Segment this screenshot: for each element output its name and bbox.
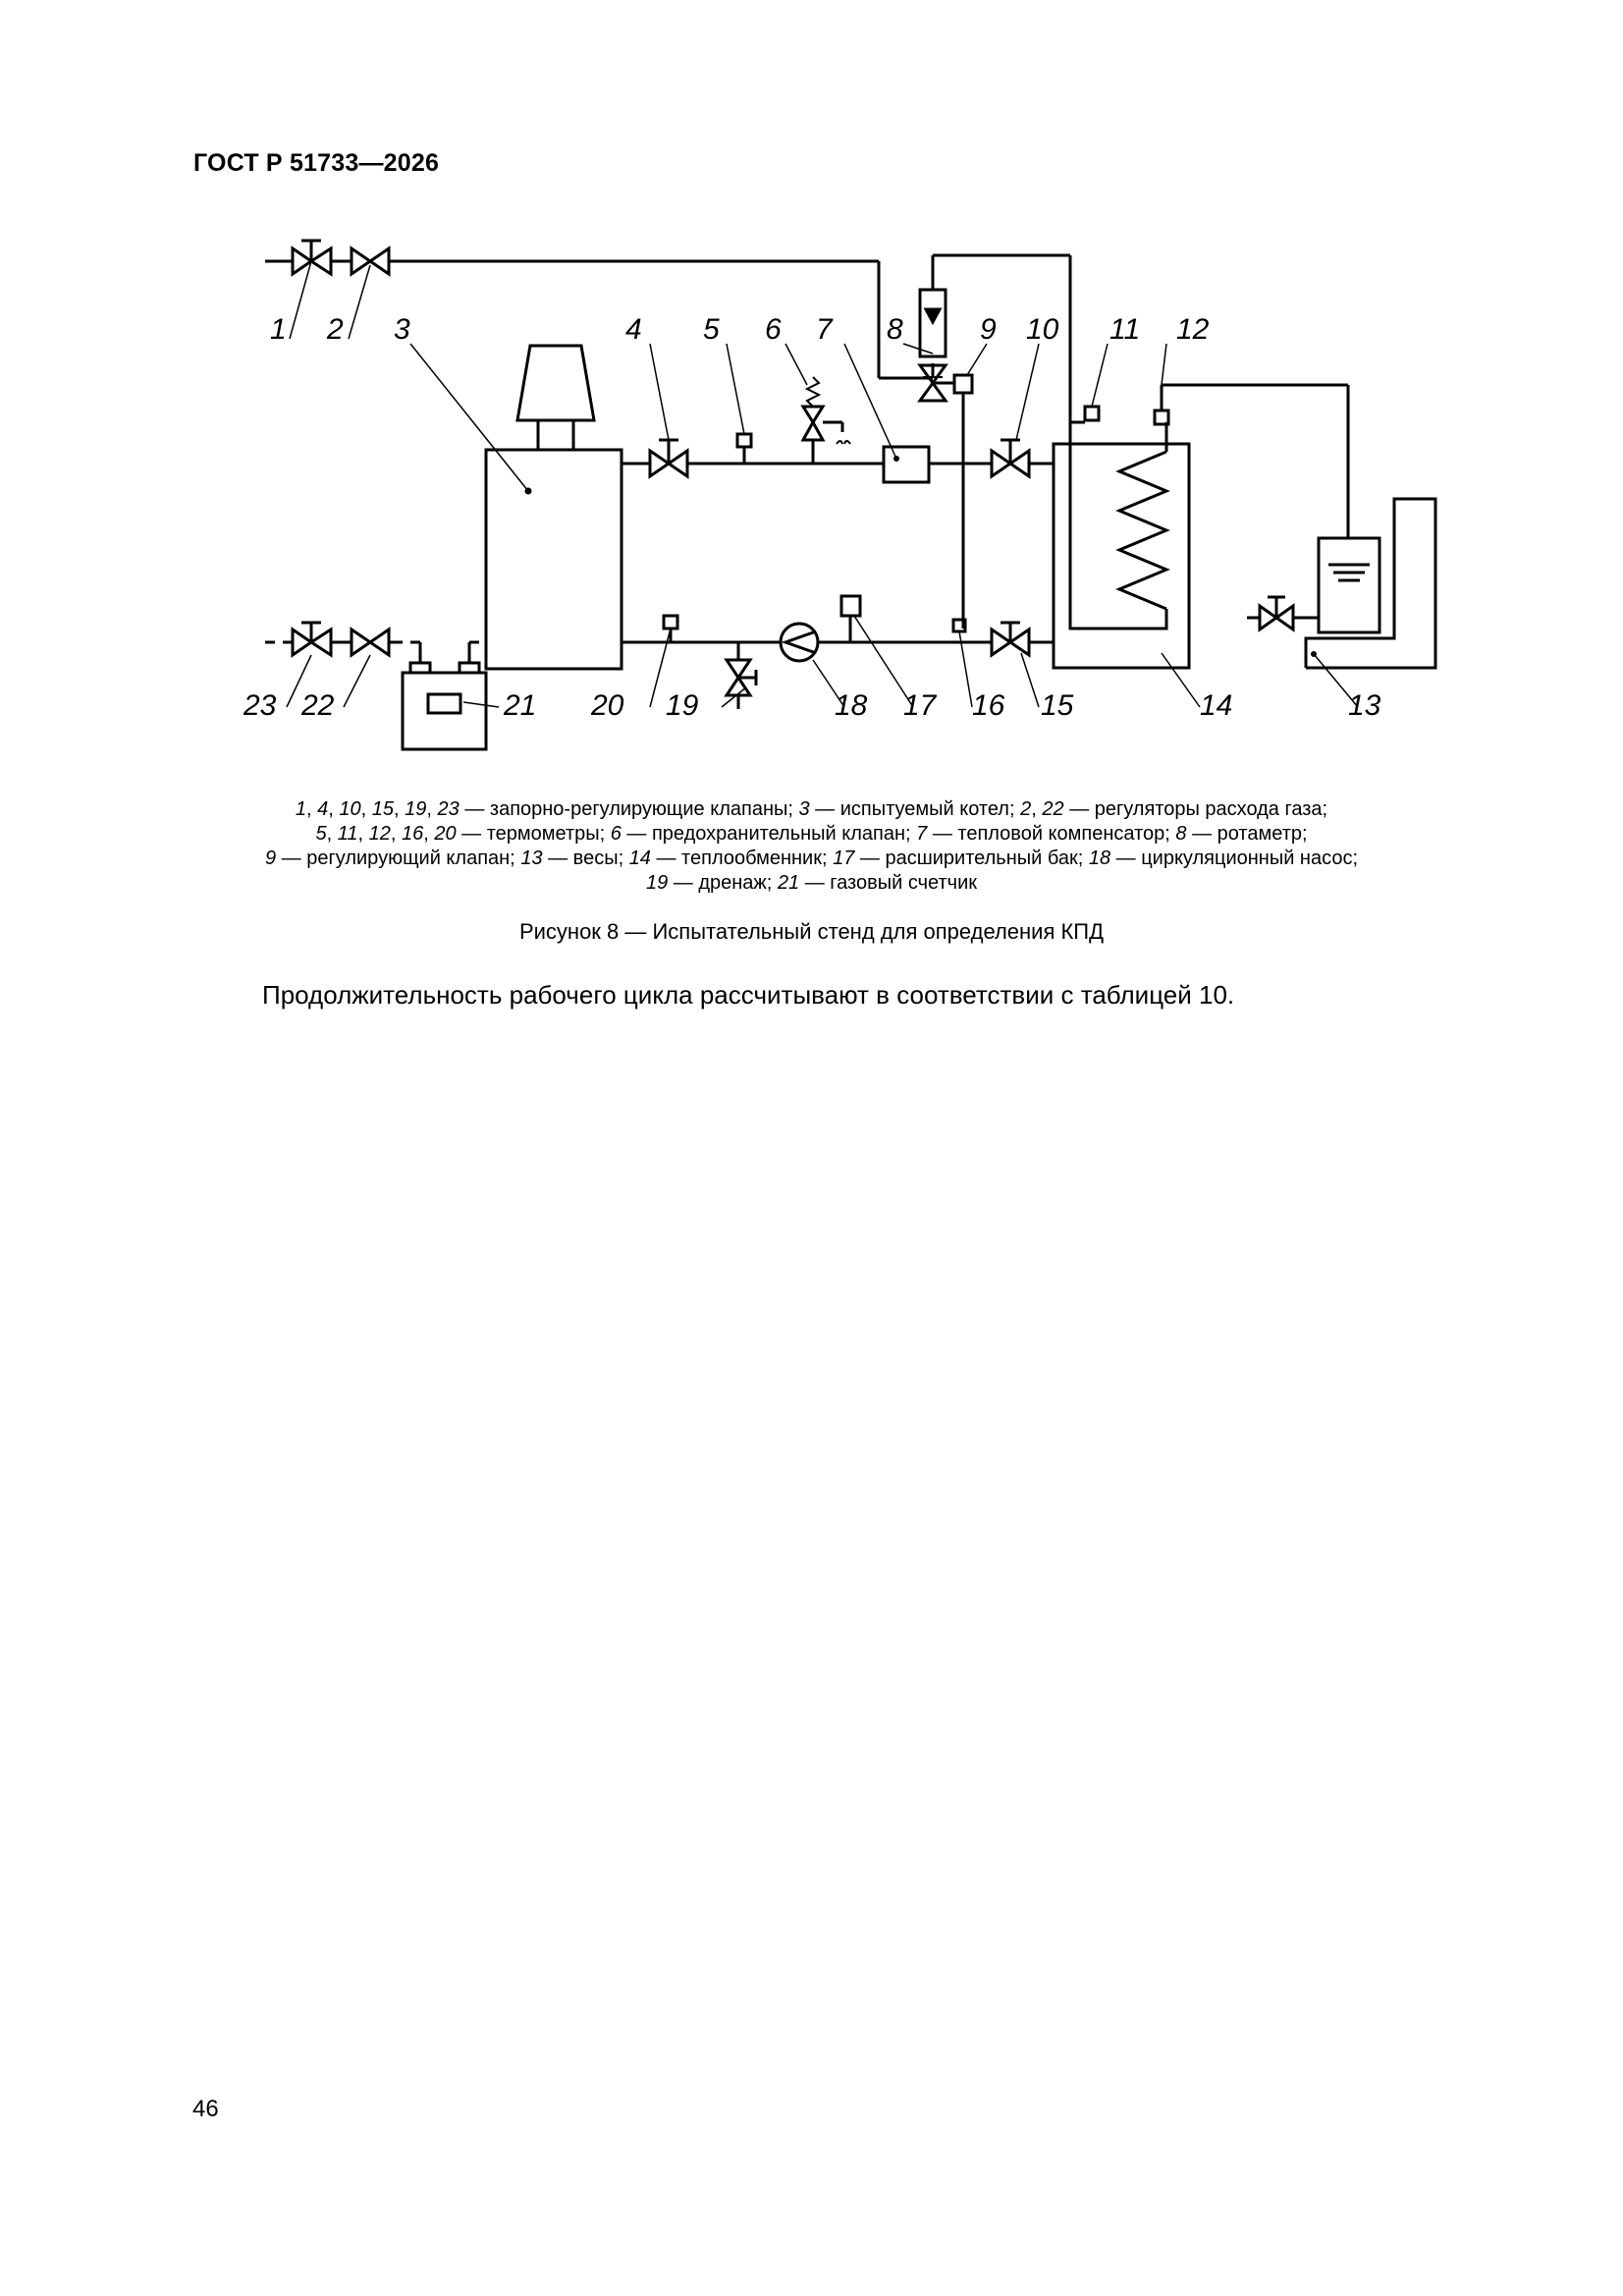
heat-exchanger-14-icon	[1054, 422, 1189, 668]
label-6: 6	[765, 313, 782, 346]
legend-text: ,	[426, 798, 438, 820]
legend-item-number: 2	[1020, 798, 1032, 820]
legend-item-number: 23	[437, 798, 460, 820]
label-20: 20	[591, 689, 624, 722]
label-19: 19	[666, 689, 699, 722]
legend-line	[196, 797, 1427, 822]
legend-item-number: 7	[916, 823, 928, 845]
legend-text: ,	[328, 798, 340, 820]
legend-text: ,	[423, 823, 435, 845]
gas-regulator-2-icon	[352, 248, 389, 274]
label-23: 23	[243, 689, 277, 722]
label-18: 18	[835, 689, 868, 722]
legend-item-number: 5	[315, 823, 327, 845]
safety-valve-6-icon	[803, 377, 850, 464]
valve-4-icon	[650, 440, 687, 476]
label-10: 10	[1026, 313, 1059, 346]
figure-legend	[196, 797, 1427, 896]
body-paragraph: Продолжительность рабочего цикла рассчитывают в соответствии с таблицей 10.	[262, 980, 1235, 1010]
legend-item-number: 21	[777, 872, 800, 894]
gas-regulator-22-icon	[352, 629, 389, 655]
legend-line	[196, 871, 1427, 896]
label-2: 2	[327, 313, 344, 346]
thermometer-5-icon	[737, 434, 751, 464]
valve-15-icon	[992, 623, 1029, 655]
legend-text: — весы;	[542, 847, 629, 869]
legend-line	[196, 822, 1427, 847]
label-14: 14	[1200, 689, 1233, 722]
label-1: 1	[270, 313, 287, 346]
legend-item-number: 19	[405, 798, 427, 820]
legend-item-number: 1	[295, 798, 307, 820]
legend-text: — регуляторы расхода газа;	[1063, 798, 1328, 820]
label-13: 13	[1348, 689, 1381, 722]
label-5: 5	[703, 313, 720, 346]
legend-text: — газовый счетчик	[799, 872, 978, 894]
gas-supply-line	[265, 261, 933, 378]
label-15: 15	[1041, 689, 1074, 722]
label-17: 17	[903, 689, 937, 722]
legend-text: ,	[390, 823, 402, 845]
figure-caption: Рисунок 8 — Испытательный стенд для определения КПД	[518, 919, 1105, 944]
scale-13-icon	[1247, 499, 1435, 668]
legend-text: ,	[306, 798, 318, 820]
legend-text: — предохранительный клапан;	[621, 823, 917, 845]
gas-meter-21-icon	[403, 663, 486, 749]
legend-text: — теплообменник;	[650, 847, 834, 869]
label-4: 4	[625, 313, 642, 346]
label-8: 8	[887, 313, 903, 346]
legend-text: — регулирующий клапан;	[276, 847, 521, 869]
legend-item-number: 8	[1175, 823, 1187, 845]
label-3: 3	[394, 313, 410, 346]
legend-text: ,	[357, 823, 369, 845]
legend-item-number: 4	[317, 798, 329, 820]
legend-line	[196, 847, 1427, 871]
legend-item-number: 11	[337, 823, 358, 845]
rotameter-8-icon	[920, 255, 1070, 629]
valve-10-icon	[992, 440, 1029, 476]
legend-text: — ротаметр;	[1186, 823, 1308, 845]
legend-text: — циркуляционный насос;	[1110, 847, 1359, 869]
legend-item-number: 22	[1042, 798, 1064, 820]
legend-text: ,	[394, 798, 406, 820]
control-valve-9-icon	[920, 365, 972, 629]
legend-item-number: 14	[628, 847, 651, 869]
boiler-3-icon	[486, 346, 622, 669]
label-21: 21	[504, 689, 537, 722]
legend-item-number: 9	[264, 847, 277, 869]
legend-text: — дренаж;	[668, 872, 778, 894]
legend-item-number: 3	[798, 798, 810, 820]
legend-text: ,	[1031, 798, 1043, 820]
legend-text: — термометры;	[456, 823, 611, 845]
legend-item-number: 20	[434, 823, 457, 845]
legend-item-number: 17	[833, 847, 855, 869]
heat-compensator-7-icon	[884, 447, 929, 482]
label-12: 12	[1176, 313, 1210, 346]
legend-text: — тепловой компенсатор;	[927, 823, 1176, 845]
legend-item-number: 15	[371, 798, 395, 820]
valve-23-icon	[293, 623, 331, 655]
legend-text: ,	[326, 823, 338, 845]
valve-1-icon	[293, 241, 331, 274]
label-7: 7	[816, 313, 833, 346]
legend-item-number: 19	[645, 872, 669, 894]
legend-item-number: 16	[401, 823, 424, 845]
circulation-pump-18-icon	[781, 624, 818, 661]
thermometer-12-icon	[1155, 385, 1348, 538]
label-16: 16	[972, 689, 1005, 722]
legend-item-number: 6	[610, 823, 622, 845]
legend-text: — запорно-регулирующие клапаны;	[459, 798, 799, 820]
label-11: 11	[1109, 313, 1141, 346]
legend-text: — испытуемый котел;	[809, 798, 1021, 820]
label-9: 9	[980, 313, 997, 346]
legend-item-number: 13	[520, 847, 543, 869]
legend-item-number: 10	[339, 798, 361, 820]
document-header: ГОСТ Р 51733—2026	[193, 149, 440, 177]
test-stand-diagram	[0, 0, 1623, 786]
label-22: 22	[301, 689, 335, 722]
legend-text: — расширительный бак;	[854, 847, 1089, 869]
page-number: 46	[192, 2096, 219, 2122]
thermometer-11-icon	[1070, 407, 1099, 422]
legend-item-number: 18	[1088, 847, 1111, 869]
legend-item-number: 12	[368, 823, 391, 845]
legend-text: ,	[360, 798, 372, 820]
